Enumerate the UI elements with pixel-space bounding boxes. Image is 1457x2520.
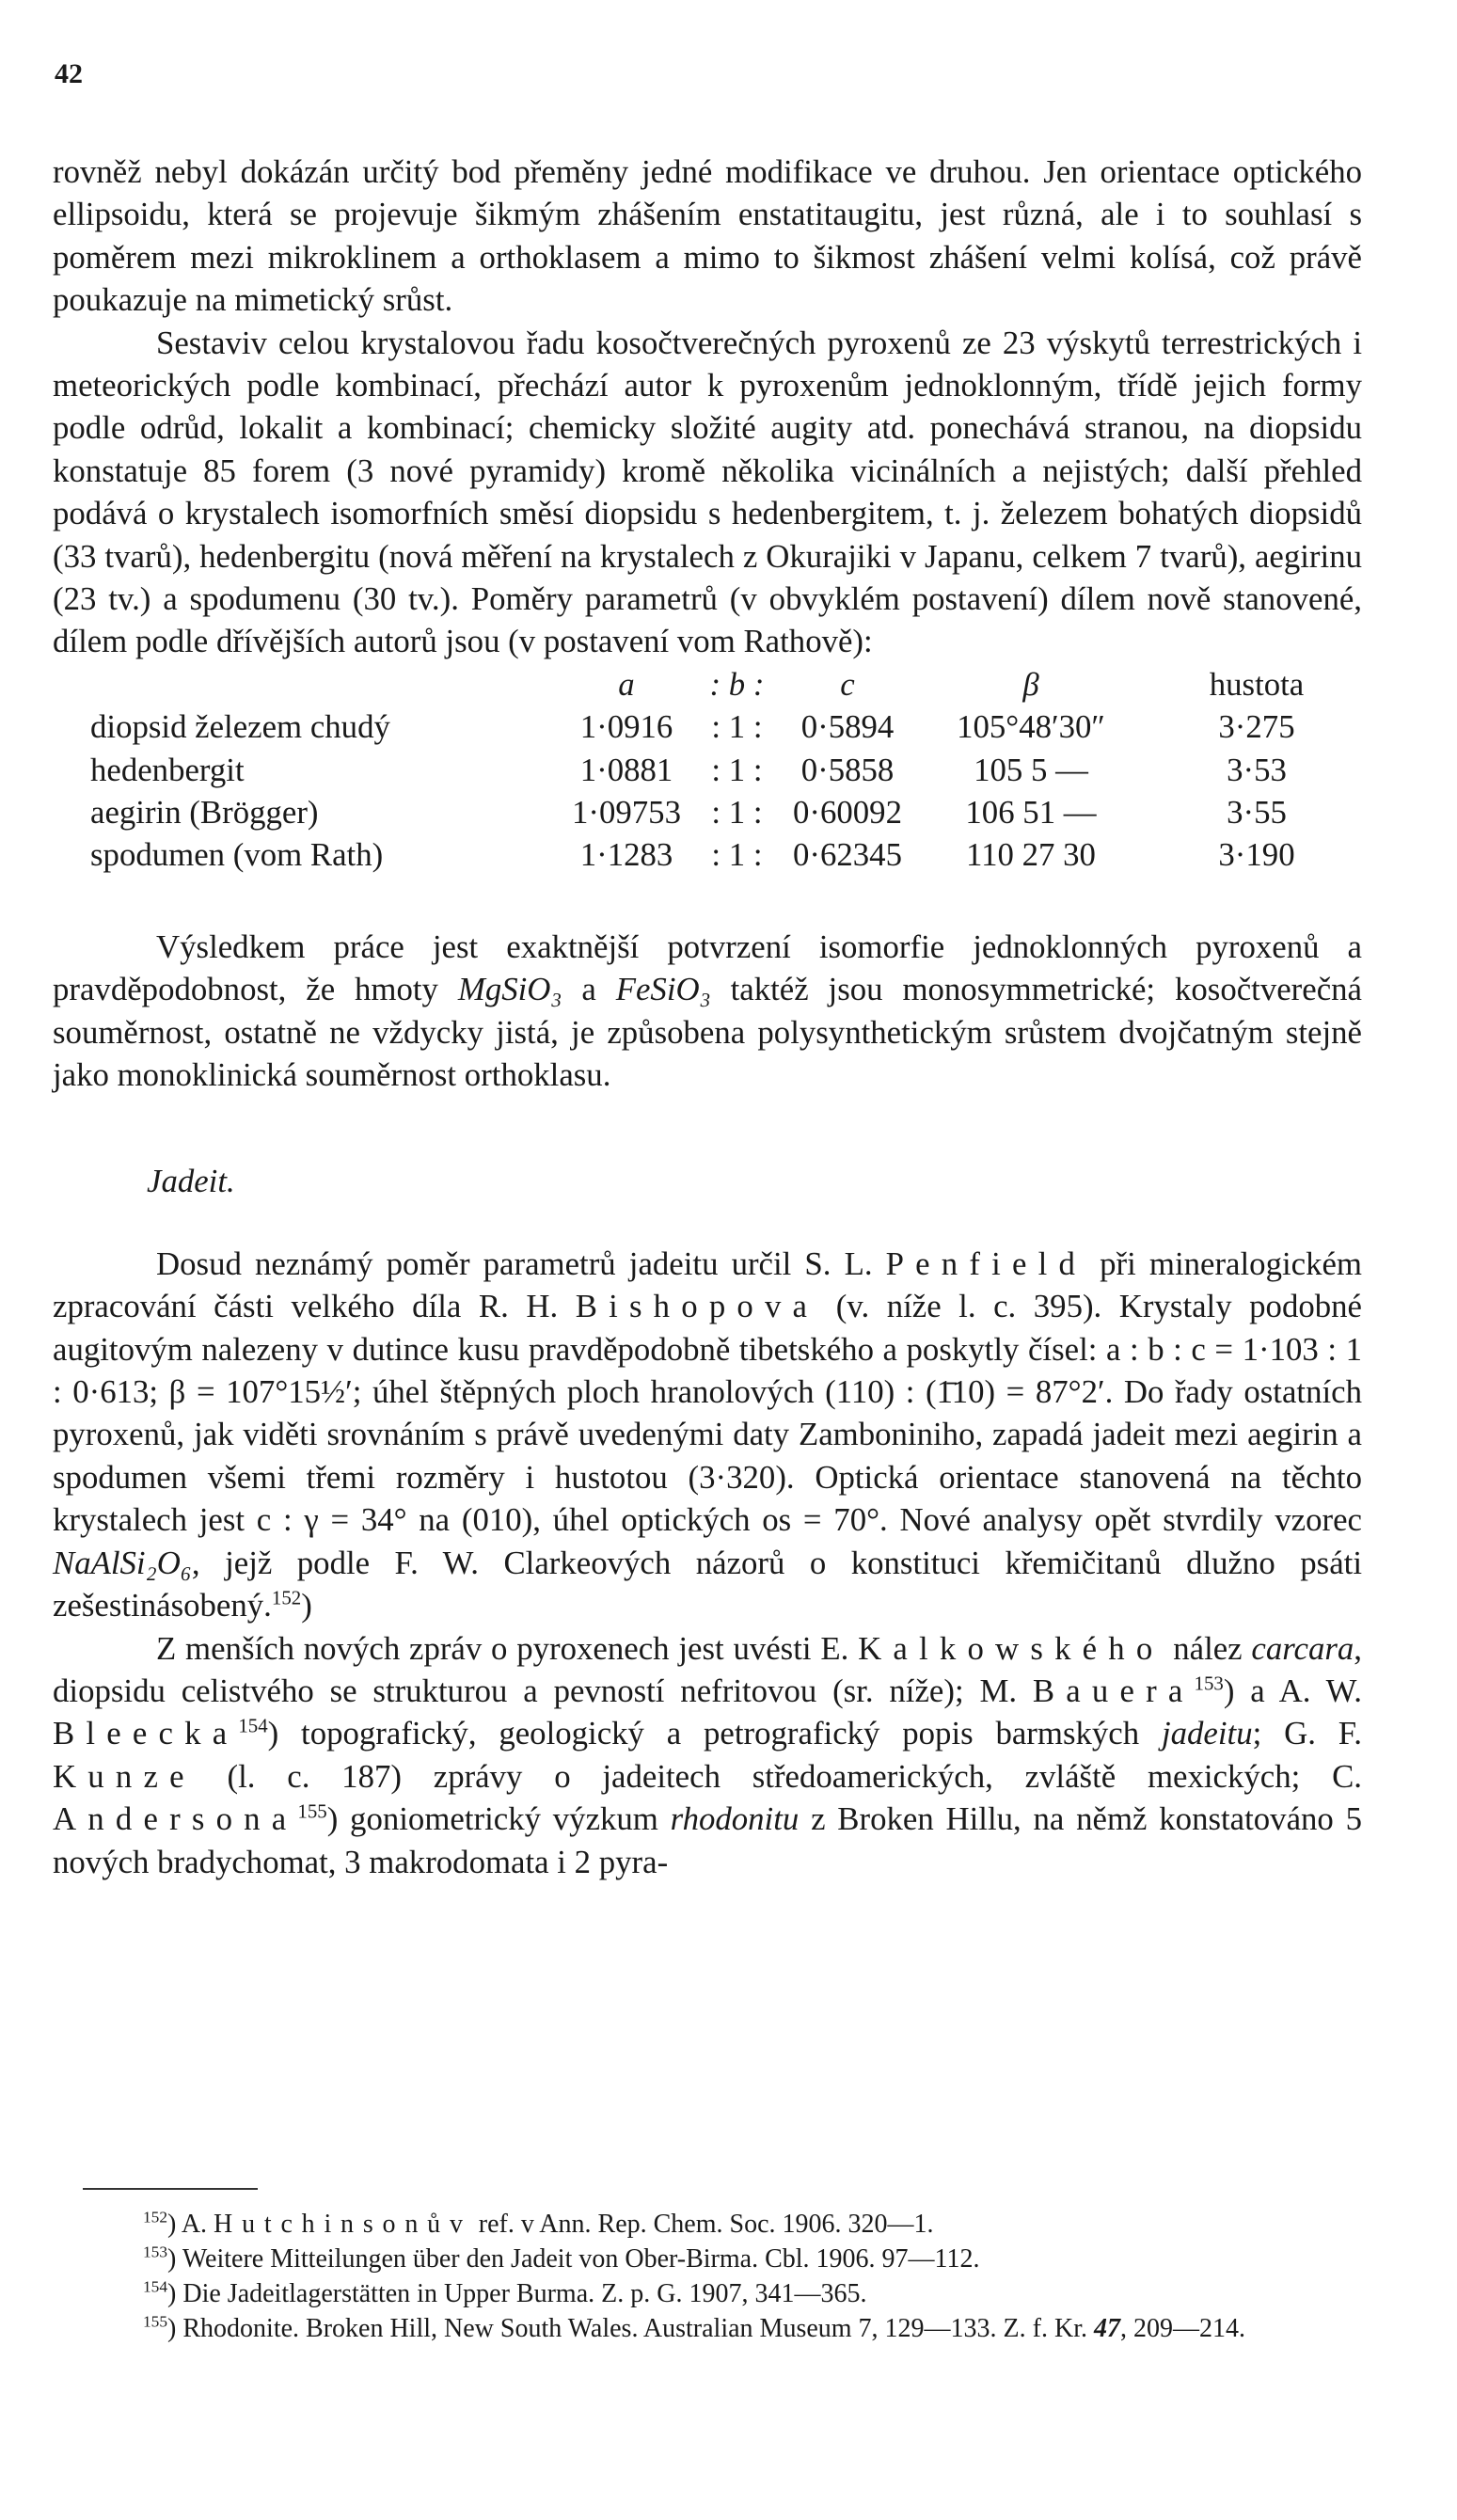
paragraph-5	[53, 1627, 1362, 1883]
author-name: Andersona	[53, 1800, 298, 1838]
text-run: a	[562, 971, 616, 1008]
footnote-ref: 155	[297, 1799, 327, 1823]
author-name: Hutchinsonův	[214, 2210, 472, 2239]
table-cell: 1·0916	[579, 708, 673, 746]
footnotes	[53, 2207, 1362, 2346]
table-cell: aegirin (Brögger)	[90, 794, 319, 832]
text-run: (l. c. 187) zprávy o jadeitech středoamerických, zvláště mexických; C.	[195, 1757, 1362, 1795]
author-name: Bishopova	[575, 1288, 819, 1325]
paragraph-3	[53, 926, 1362, 1097]
table-cell: 0·5894	[800, 708, 895, 746]
formula: NaAlSi₂O₆	[53, 1544, 192, 1581]
text-run: taktéž jsou monosymmetrické; kosočtverečná souměrnost, ostatně ne vždycky jistá, je způsobena polysynthetickým srůstem dvojčatným stejně jako monoklinická souměrnost orthoklasu.	[53, 971, 1362, 1094]
author-name: Bleecka	[53, 1715, 239, 1752]
text-run: Dosud neznámý poměr parametrů jadeitu určil S. L.	[156, 1244, 886, 1282]
footnote-number: 154	[143, 2277, 168, 2296]
table-row	[90, 749, 1407, 791]
table-cell: 105 5 —	[974, 751, 1088, 788]
table-cell: : 1 :	[711, 708, 763, 746]
table-row	[90, 833, 1407, 876]
table-cell: : 1 :	[711, 836, 763, 874]
text-run: Z menších nových zpráv o pyroxenech jest uvésti E.	[156, 1629, 859, 1667]
paragraph-4	[53, 1243, 1362, 1627]
formula: FeSiO₃	[615, 971, 711, 1008]
text-run: (v. níže l. c. 395). Krystaly podobné augitovým nalezeny v dutince kusu pravděpodobně tibetského a poskytly čísel: a : b : c = 1·103 : 1 : 0·613; β = 107°15½′; úhel štěpných ploch hranolových (110) : (1̄10) = 87°2′. Do řady ostatních pyroxenů, jak viděti srovnáním s právě uvedenými daty Zamboniniho, zapadá jadeit mezi aegirin a spodumen všemi třemi rozměry i hustotou (3·320). Optická orientace stanovená na těchto krystalech jest c : γ = 34° na (010), úhel optických os = 70°. Nové analysy opět stvrdily vzorec	[53, 1288, 1362, 1539]
table-cell: 3·275	[1218, 708, 1295, 746]
table-cell: 1·09753	[572, 794, 681, 832]
table-cell: 110 27 30	[966, 836, 1096, 874]
footnote-divider	[83, 2188, 258, 2190]
text-run: , jejž podle F. W. Clarkeových názorů o konstituci křemičitanů dlužno psáti zešestinásobený.	[53, 1544, 1362, 1625]
text-run: ) topografický, geologický a petrografický popis barmských	[267, 1715, 1162, 1752]
text-run: nález	[1164, 1629, 1252, 1667]
table-cell: spodumen (vom Rath)	[90, 836, 384, 874]
table-row	[90, 705, 1407, 748]
text-run: ) Weitere Mitteilungen über den Jadeit von Ober-Birma. Cbl. 1906. 97—112.	[167, 2244, 980, 2274]
table-cell: hedenbergit	[90, 751, 245, 788]
table-cell: 0·62345	[793, 836, 902, 874]
text-run: ; G. F.	[1252, 1715, 1362, 1752]
table-cell: : 1 :	[711, 794, 763, 832]
text-run: ) A.	[167, 2210, 214, 2239]
footnote-number: 153	[143, 2243, 168, 2261]
author-name: Bauera	[1032, 1672, 1195, 1709]
table-cell: : 1 :	[711, 751, 763, 788]
table-header-cell: : b :	[709, 665, 765, 703]
body-text	[53, 151, 1362, 1883]
text-run: ) goniometrický výzkum	[326, 1800, 671, 1838]
table-row	[90, 791, 1407, 833]
text-run: )	[301, 1587, 312, 1625]
table-cell: diopsid železem chudý	[90, 708, 390, 746]
term: carcara	[1251, 1629, 1354, 1667]
text-run: ) Rhodonite. Broken Hill, New South Wales. Australian Museum 7, 129—133. Z. f. Kr.	[167, 2314, 1094, 2343]
table-header-row	[90, 663, 1407, 705]
footnote	[53, 2207, 1362, 2242]
paragraph-1: rovněž nebyl dokázán určitý bod přeměny jedné modifikace ve druhou. Jen orientace optického ellipsoidu, která se projevuje šikmým zhášením enstatitaugitu, jest různá, ale i to souhlasí s poměrem mezi mikroklinem a orthoklasem a mimo to šikmost zhášení velmi kolísá, což právě poukazuje na mimetický srůst.	[53, 153, 1362, 319]
footnote-number: 152	[143, 2208, 168, 2227]
footnote	[53, 2311, 1362, 2346]
table-header-cell: c	[840, 665, 855, 703]
table-cell: 3·55	[1227, 794, 1287, 832]
footnote-number: 155	[143, 2312, 168, 2331]
footnote	[53, 2276, 1362, 2311]
term: rhodonitu	[670, 1800, 800, 1838]
text-run: Výsledkem práce jest exaktnější potvrzení isomorfie jednoklonných pyroxenů a pravděpodobnost, že hmoty	[53, 927, 1362, 1008]
footnote-ref: 154	[238, 1714, 268, 1737]
author-name: Kunze	[53, 1757, 196, 1795]
author-name: Kalkowského	[858, 1629, 1164, 1667]
table-cell: 1·0881	[579, 751, 673, 788]
section-title: Jadeit.	[147, 1163, 235, 1200]
text-run: , diopsidu celistvého se strukturou a pevností nefritovou (sr. níže); M.	[53, 1629, 1362, 1709]
spacer	[53, 877, 1362, 926]
table-cell: 3·53	[1227, 751, 1287, 788]
footnote	[53, 2242, 1362, 2276]
author-name: Penfield	[885, 1244, 1087, 1282]
table-cell: 0·60092	[793, 794, 902, 832]
table-cell: 105°48′30″	[957, 708, 1105, 746]
text-run: , 209—214.	[1119, 2314, 1245, 2343]
page-number: 42	[55, 58, 83, 89]
paragraph-2: Sestaviv celou krystalovou řadu kosočtverečných pyroxenů ze 23 výskytů terrestrických i meteorických podle kombinací, přechází autor k pyroxenům jednoklonným, třídě jejich formy podle odrůd, lokalit a kombinací; chemicky složité augity atd. ponechává stranou, na diopsidu konstatuje 85 forem (3 nové pyramidy) kromě několika vicinálních a nejistých; další přehled podává o krystalech isomorfních směsí diopsidu s hedenbergitem, t. j. železem bohatých diopsidů (33 tvarů), hedenbergitu (nová měření na krystalech z Okurajiki v Japanu, celkem 7 tvarů), aegirinu (23 tv.) a spodumenu (30 tv.). Poměry parametrů (v obvyklém postavení) dílem nově stanovené, dílem podle dřívějších autorů jsou (v postavení vom Rathově):	[53, 324, 1362, 660]
term: jadeitu	[1161, 1715, 1253, 1752]
table-cell: 3·190	[1218, 836, 1295, 874]
table-header-cell: a	[618, 665, 635, 703]
formula: MgSiO₃	[457, 971, 562, 1008]
table-header-cell: β	[1022, 665, 1039, 703]
text-run: při mineralogickém zpracování části velkého díla R. H.	[53, 1244, 1362, 1325]
text-run: ref. v Ann. Rep. Chem. Soc. 1906. 320—1.	[471, 2210, 934, 2239]
text-run: ) Die Jadeitlagerstätten in Upper Burma. Z. p. G. 1907, 341—365.	[167, 2279, 867, 2308]
table-header-cell: hustota	[1209, 665, 1305, 703]
footnote-ref: 152	[271, 1586, 302, 1609]
volume-number: 47	[1093, 2314, 1120, 2343]
table-cell: 0·5858	[800, 751, 895, 788]
text-run: z Broken Hillu, na němž konstatováno 5 nových bradychomat, 3 makrodomata i 2 pyra-	[53, 1800, 1362, 1880]
table-header-cell	[90, 663, 556, 705]
parameter-table	[90, 663, 1407, 877]
table-cell: 1·1283	[579, 836, 673, 874]
footnote-ref: 153	[1194, 1672, 1224, 1695]
table-cell: 106 51 —	[965, 794, 1097, 832]
text-run: ) a A. W.	[1223, 1672, 1362, 1709]
